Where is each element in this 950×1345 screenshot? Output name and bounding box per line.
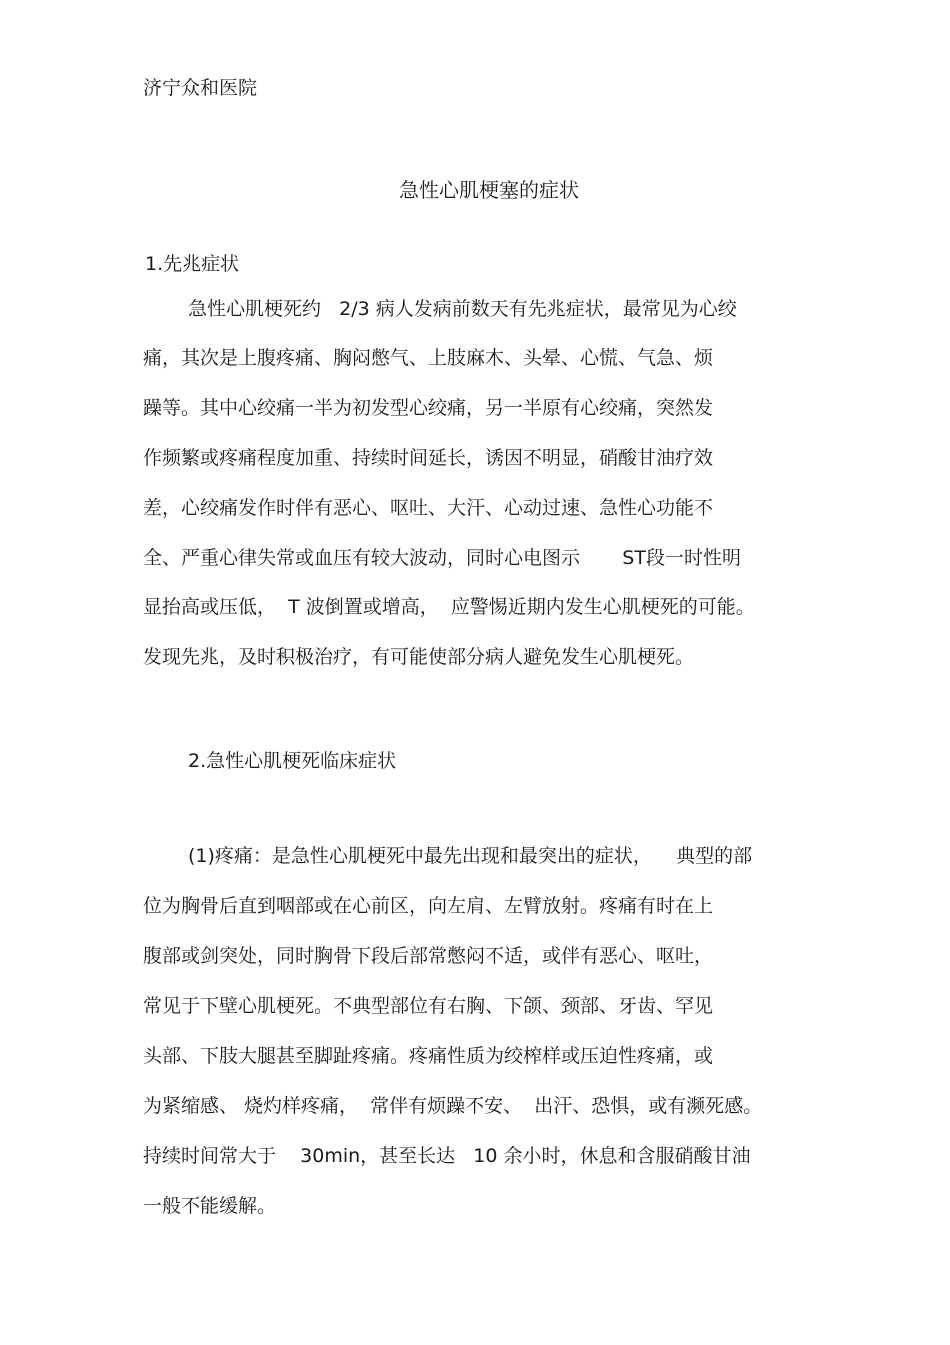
hospital-name: 济宁众和医院 xyxy=(143,77,258,99)
paragraph-line: (1)疼痛：是急性心肌梗死中最先出现和最突出的症状， 典型的部 xyxy=(188,845,753,867)
paragraph-line: 躁等。其中心绞痛一半为初发型心绞痛，另一半原有心绞痛，突然发 xyxy=(143,397,714,419)
paragraph-line: 显抬高或压低， T 波倒置或增高， 应警惕近期内发生心肌梗死的可能。 xyxy=(143,596,755,618)
paragraph-line: 头部、下肢大腿甚至脚趾疼痛。疼痛性质为绞榨样或压迫性疼痛，或 xyxy=(143,1045,714,1067)
section-2-heading: 2.急性心肌梗死临床症状 xyxy=(188,750,397,772)
paragraph-line: 发现先兆，及时积极治疗，有可能使部分病人避免发生心肌梗死。 xyxy=(143,646,695,668)
document-title: 急性心肌梗塞的症状 xyxy=(399,178,579,202)
paragraph-line: 全、严重心律失常或血压有较大波动，同时心电图示 ST段一时性明 xyxy=(143,547,741,569)
paragraph-line: 一般不能缓解。 xyxy=(143,1195,277,1217)
paragraph-line: 为紧缩感、 烧灼样疼痛， 常伴有烦躁不安、 出汗、恐惧，或有濒死感。 xyxy=(143,1095,763,1117)
paragraph-line: 作频繁或疼痛程度加重、持续时间延长，诱因不明显，硝酸甘油疗效 xyxy=(143,447,714,469)
paragraph-line: 差，心绞痛发作时伴有恶心、呕吐、大汗、心动过速、急性心功能不 xyxy=(143,497,714,519)
paragraph-line: 急性心肌梗死约 2/3 病人发病前数天有先兆症状，最常见为心绞 xyxy=(188,298,737,320)
paragraph-line: 常见于下壁心肌梗死。不典型部位有右胸、下颌、颈部、牙齿、罕见 xyxy=(143,995,714,1017)
paragraph-line: 持续时间常大于 30min，甚至长达 10 余小时，休息和含服硝酸甘油 xyxy=(143,1145,751,1167)
paragraph-line: 位为胸骨后直到咽部或在心前区，向左肩、左臂放射。疼痛有时在上 xyxy=(143,895,714,917)
paragraph-line: 腹部或剑突处，同时胸骨下段后部常憋闷不适，或伴有恶心、呕吐， xyxy=(143,945,714,967)
section-1-heading: 1.先兆症状 xyxy=(145,253,240,275)
paragraph-line: 痛，其次是上腹疼痛、胸闷憋气、上肢麻木、头晕、心慌、气急、烦 xyxy=(143,347,714,369)
